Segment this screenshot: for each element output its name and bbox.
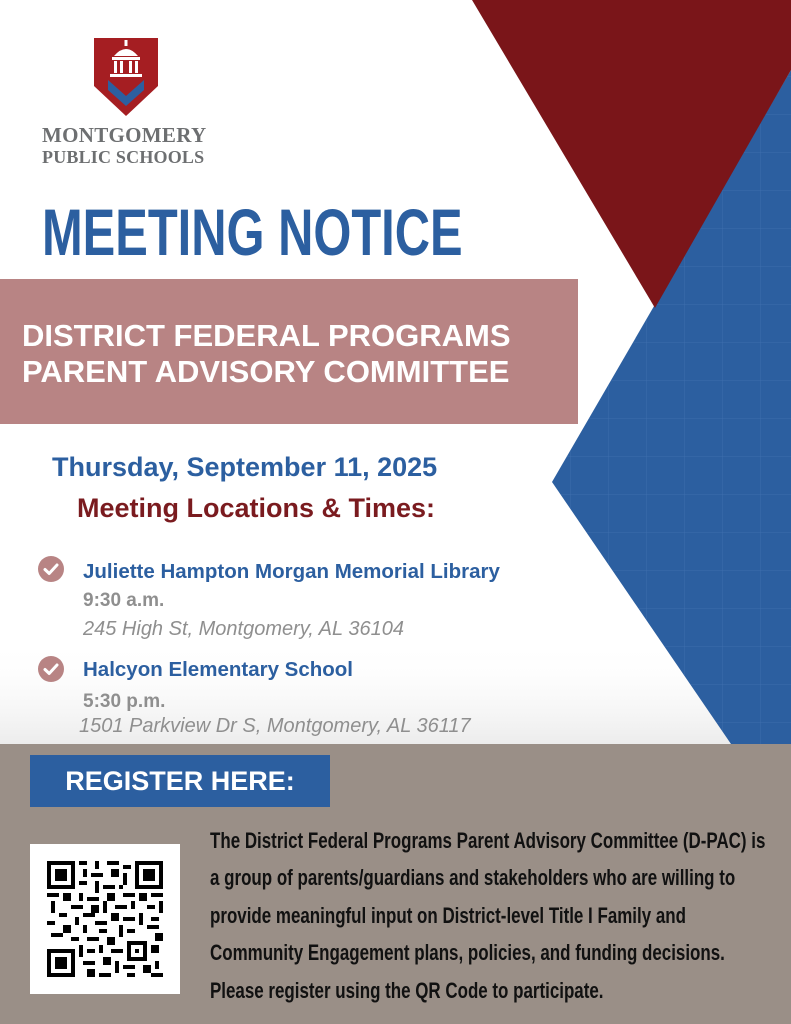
location-address-2: 1501 Parkview Dr S, Montgomery, AL 36117 — [79, 715, 471, 737]
location-name-2: Halcyon Elementary School — [83, 658, 354, 681]
description-line: Community Engagement plans, policies, and funding decisions. — [210, 940, 725, 966]
check-circle-icon — [38, 656, 64, 682]
description-line: provide meaningful input on District-level Title I Family and — [210, 902, 686, 928]
school-building-crest-icon — [94, 38, 158, 116]
location-address-1: 245 High St, Montgomery, AL 36104 — [83, 618, 404, 640]
organization-name — [42, 124, 242, 168]
committee-name-line2: PARENT ADVISORY COMMITTEE — [22, 354, 510, 389]
description-line: Please register using the QR Code to participate. — [210, 977, 604, 1003]
check-circle-icon — [38, 556, 64, 582]
location-time-2: 5:30 p.m. — [83, 691, 166, 712]
organization-name-line2: PUBLIC SCHOOLS — [42, 147, 205, 167]
location-name-1: Juliette Hampton Morgan Memorial Library — [83, 560, 500, 583]
committee-banner — [0, 279, 578, 424]
register-button[interactable] — [30, 755, 330, 807]
committee-description — [210, 822, 791, 1009]
register-label: REGISTER HERE: — [65, 766, 295, 796]
organization-name-line1: MONTGOMERY — [42, 123, 207, 147]
meeting-date: Thursday, September 11, 2025 — [52, 452, 438, 482]
locations-heading: Meeting Locations & Times: — [77, 493, 436, 523]
page-title: MEETING NOTICE — [42, 195, 463, 269]
qr-code-icon[interactable] — [30, 844, 180, 994]
description-line: The District Federal Programs Parent Advisory Committee (D-PAC) is — [210, 828, 766, 853]
description-line: a group of parents/guardians and stakeholders who are willing to — [210, 865, 736, 891]
committee-name-line1: DISTRICT FEDERAL PROGRAMS — [22, 318, 511, 353]
location-time-1: 9:30 a.m. — [83, 590, 165, 611]
